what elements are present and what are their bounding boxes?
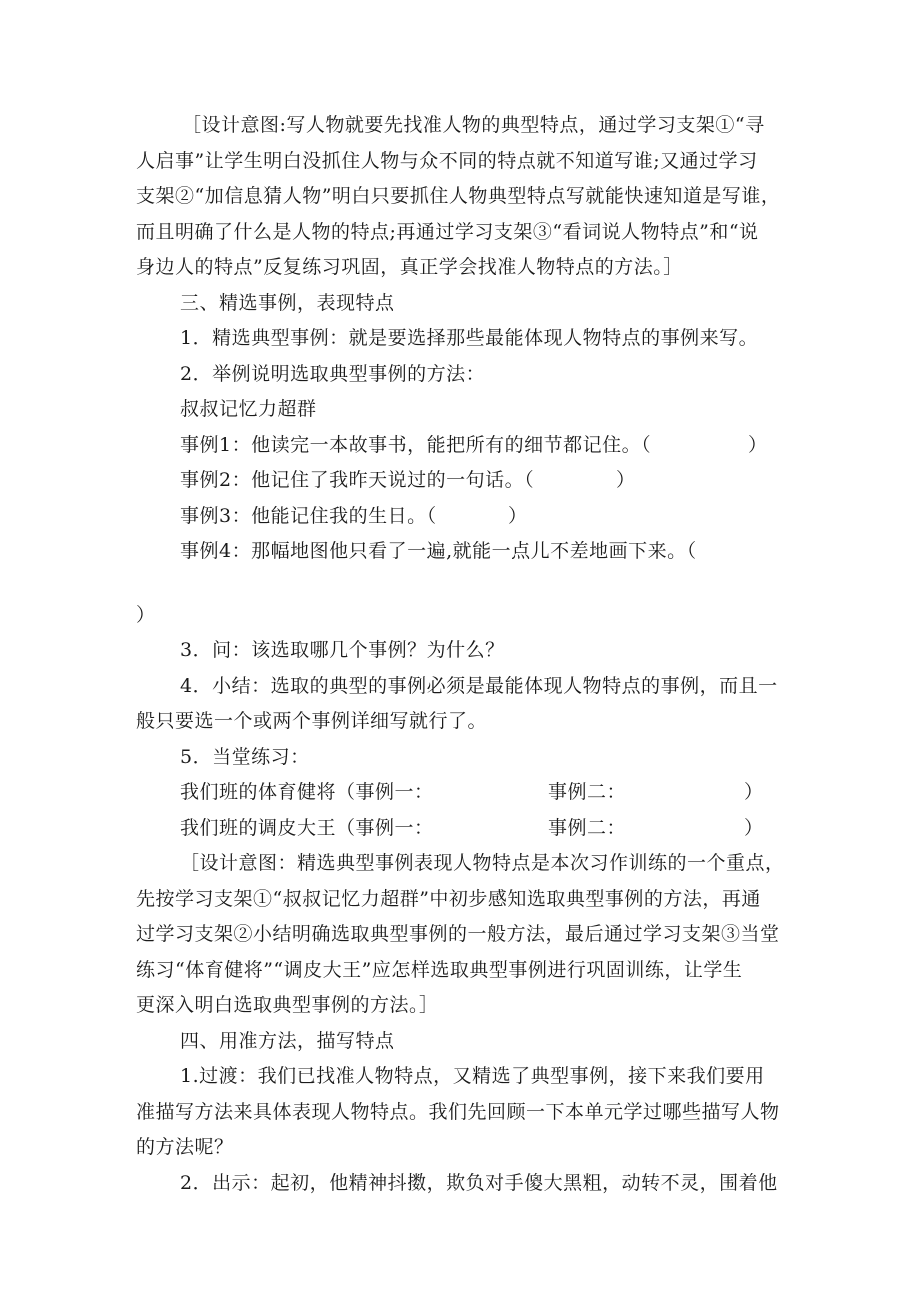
practice-1-close: ） [744, 781, 764, 803]
design-intent-1-line-1: ［设计意图:写人物就要先找准人物的典型特点，通过学习支架①“寻 [182, 114, 765, 136]
section-3-item-2: 2．举例说明选取典型事例的方法： [180, 363, 486, 385]
example-case-2: 事例2：他记住了我昨天说过的一句话。（ [180, 469, 535, 491]
section-4-item-1-line-1: 1.过渡：我们已找准人物特点，又精选了典型事例，接下来我们要用 [180, 1065, 765, 1087]
example-case-4: 事例4：那幅地图他只看了一遍,就能一点儿不差地画下来。（ [180, 540, 697, 562]
section-4-heading: 四、用准方法，描写特点 [180, 1030, 395, 1052]
design-intent-1-line-2: 人启事”让学生明白没抓住人物与众不同的特点就不知道写谁;又通过学习 [136, 150, 758, 172]
design-intent-1-line-5: 身边人的特点”反复练习巩固，真正学会找准人物特点的方法。］ [136, 256, 683, 278]
design-intent-2-line-2: 先按学习支架①“叔叔记忆力超群”中初步感知选取典型事例的方法，再通 [136, 888, 761, 910]
design-intent-2-line-4: 练习“体育健将”“调皮大王”应怎样选取典型事例进行巩固训练，让学生 [136, 959, 743, 981]
practice-2-close: ） [744, 817, 764, 839]
example-case-3-close: ） [508, 505, 528, 527]
section-4-item-1-line-2: 准描写方法来具体表现人物特点。我们先回顾一下本单元学过哪些描写人物 [136, 1101, 780, 1123]
design-intent-1-line-3: 支架②“加信息猜人物”明白只要抓住人物典型特点写就能快速知道是写谁， [136, 185, 781, 207]
example-case-1-close: ） [748, 434, 768, 456]
practice-1-label: 我们班的体育健将（事例一： [180, 781, 434, 803]
section-4-item-1-line-3: 的方法呢？ [136, 1136, 234, 1158]
example-case-4-close: ） [136, 604, 156, 626]
example-title: 叔叔记忆力超群 [180, 398, 317, 420]
example-case-2-close: ） [616, 469, 636, 491]
example-case-3: 事例3：他能记住我的生日。（ [180, 505, 437, 527]
section-3-item-4-line-1: 4．小结：选取的典型的事例必须是最能体现人物特点的事例，而且一 [180, 675, 778, 697]
practice-2-label: 我们班的调皮大王（事例一： [180, 817, 434, 839]
section-3-item-4-line-2: 般只要选一个或两个事例详细写就行了。 [136, 710, 488, 732]
section-4-item-2: 2．出示：起初，他精神抖擞，欺负对手傻大黑粗，动转不灵，围着他 [180, 1172, 778, 1194]
practice-2-case-2: 事例二： [548, 817, 627, 839]
section-3-item-1: 1．精选典型事例：就是要选择那些最能体现人物特点的事例来写。 [180, 327, 759, 349]
practice-1-case-2: 事例二： [548, 781, 627, 803]
section-3-item-5: 5．当堂练习： [180, 746, 310, 768]
design-intent-1-line-4: 而且明确了什么是人物的特点;再通过学习支架③“看词说人物特点”和“说 [136, 221, 759, 243]
design-intent-2-line-1: ［设计意图：精选典型事例表现人物特点是本次习作训练的一个重点， [180, 852, 785, 874]
section-3-heading: 三、精选事例，表现特点 [180, 292, 395, 314]
example-case-1: 事例1：他读完一本故事书，能把所有的细节都记住。（ [180, 434, 652, 456]
section-3-item-3: 3．问：该选取哪几个事例？为什么？ [180, 639, 505, 661]
design-intent-2-line-5: 更深入明白选取典型事例的方法。］ [136, 994, 439, 1016]
design-intent-2-line-3: 过学习支架②小结明确选取典型事例的一般方法，最后通过学习支架③当堂 [136, 923, 780, 945]
